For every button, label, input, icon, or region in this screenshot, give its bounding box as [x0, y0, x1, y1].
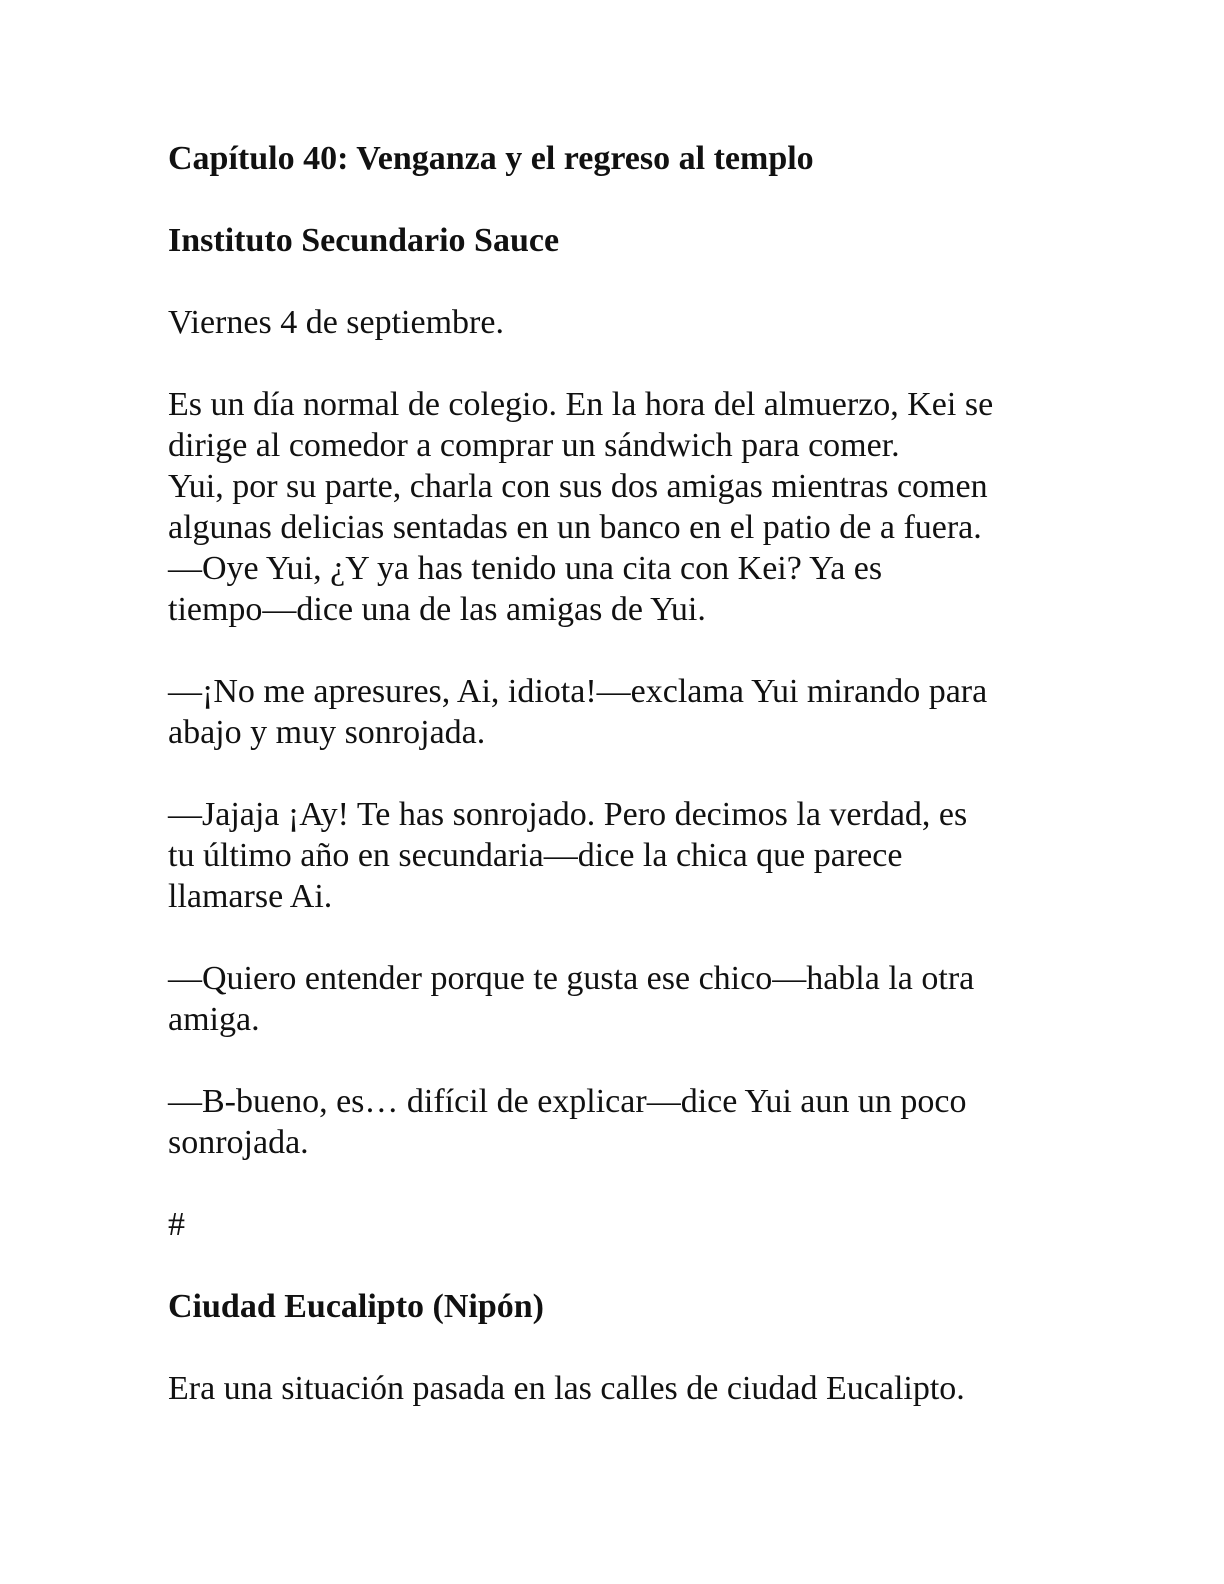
text-line: —Jajaja ¡Ay! Te has sonrojado. Pero decimos la verdad, es	[168, 796, 968, 833]
spacer	[168, 343, 1048, 384]
text-line: —Quiero entender porque te gusta ese chico—habla la otra	[168, 960, 975, 997]
dialogue-paragraph	[168, 794, 1048, 917]
text-line: abajo y muy sonrojada.	[168, 714, 486, 751]
scene-break: #	[168, 1206, 185, 1243]
spacer	[168, 1245, 1048, 1286]
chapter-title: Capítulo 40: Venganza y el regreso al templo	[168, 140, 814, 177]
spacer	[168, 753, 1048, 794]
spacer	[168, 630, 1048, 671]
text-line: Yui, por su parte, charla con sus dos amigas mientras comen	[168, 468, 988, 505]
location-heading: Ciudad Eucalipto (Nipón)	[168, 1288, 544, 1325]
text-line: tu último año en secundaria—dice la chica que parece	[168, 837, 903, 874]
date-line: Viernes 4 de septiembre.	[168, 304, 504, 341]
dialogue-paragraph	[168, 671, 1048, 753]
text-line: Es un día normal de colegio. En la hora del almuerzo, Kei se	[168, 386, 994, 423]
text-line: —Oye Yui, ¿Y ya has tenido una cita con Kei? Ya es	[168, 550, 883, 587]
location-heading: Instituto Secundario Sauce	[168, 222, 560, 259]
text-line: sonrojada.	[168, 1124, 309, 1161]
spacer	[168, 179, 1048, 220]
spacer	[168, 1163, 1048, 1204]
text-line: —¡No me apresures, Ai, idiota!—exclama Yui mirando para	[168, 673, 988, 710]
document-page	[168, 138, 1048, 1409]
text-line: amiga.	[168, 1001, 260, 1038]
text-line: algunas delicias sentadas en un banco en el patio de a fuera.	[168, 509, 982, 546]
text-line: llamarse Ai.	[168, 878, 333, 915]
spacer	[168, 1040, 1048, 1081]
text-line: —B-bueno, es… difícil de explicar—dice Yui aun un poco	[168, 1083, 967, 1120]
closing-line: Era una situación pasada en las calles de ciudad Eucalipto.	[168, 1370, 965, 1407]
paragraph-intro	[168, 384, 1048, 630]
spacer	[168, 1327, 1048, 1368]
text-line: dirige al comedor a comprar un sándwich para comer.	[168, 427, 900, 464]
spacer	[168, 261, 1048, 302]
spacer	[168, 917, 1048, 958]
text-line: tiempo—dice una de las amigas de Yui.	[168, 591, 706, 628]
dialogue-paragraph	[168, 1081, 1048, 1163]
dialogue-paragraph	[168, 958, 1048, 1040]
